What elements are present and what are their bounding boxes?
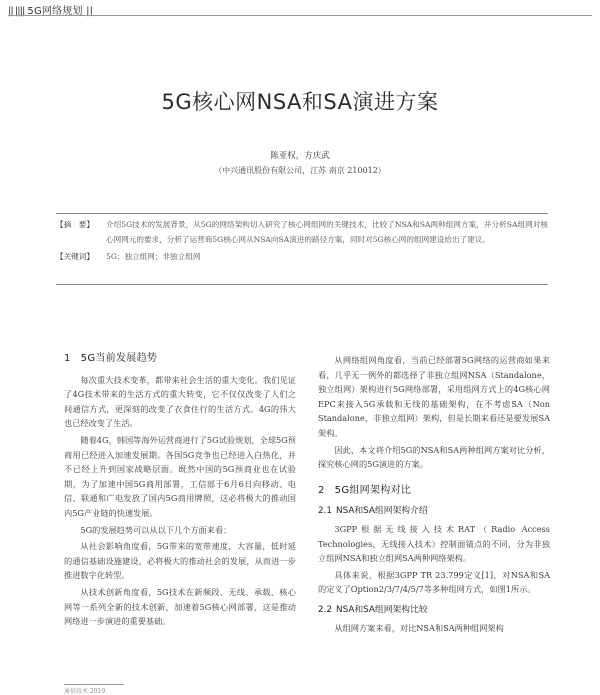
left-column	[64, 352, 296, 631]
section-1-heading	[64, 352, 296, 367]
subsection-2-2-title: NSA和SA组网架构比较	[336, 604, 428, 615]
keywords-row	[56, 250, 548, 265]
subsection-2-1-number: 2.1	[318, 506, 332, 517]
subsection-2-1-heading	[318, 504, 550, 519]
paper-title: 5G核心网NSA和SA演进方案	[161, 90, 439, 114]
authors: 陈亚权，方庆武	[270, 151, 330, 161]
header-rule	[8, 15, 592, 16]
abstract-bottom-rule	[56, 284, 548, 285]
footer-rule	[64, 684, 124, 685]
footer-text: 通信技术 2019	[64, 688, 106, 695]
right-paragraph: 从网络组网角度看，当前已经部署5G网络的运营商如果来看，几乎无一例外的都选择了非独立组网NSA（Standalone，独立组网）架构进行5G网络部署，采用组网方式上的4G核心网EPC来接入5G承载和无线的基础架构，在不考虑SA（Non Standalone，非独立组网）架构，但是长期来看还是要发展SA架构。	[318, 355, 550, 438]
abstract-row	[56, 218, 548, 247]
affiliation: （中兴通讯股份有限公司，江苏 南京 210012）	[214, 166, 386, 175]
subsection-2-2-number: 2.2	[318, 604, 332, 615]
abstract-label: 【摘 要】	[56, 220, 94, 229]
left-paragraph: 从技术创新角度看，5G技术在新频段、无线、承载、核心网等一系列全新的技术创新，加速着5G核心网部署，这是推动网络进一步演进的重要基础。	[64, 586, 296, 627]
right-paragraph: 因此，本文将介绍5G的NSA和SA两种组网方案对比分析，探究核心网的5G演进的方案。	[318, 444, 550, 470]
section-2-title: 5G组网架构对比	[334, 484, 412, 496]
section-2-number: 2	[318, 484, 325, 496]
section-2-heading	[318, 484, 550, 499]
subsection-2-1-title: NSA和SA组网架构介绍	[336, 506, 428, 517]
right-paragraph: 3GPP根据无线接入技术RAT（Radio Access Technologies，无线接入技术）控制面锚点的不同，分为非独立组网NSA和独立组网SA两种网络架构。	[318, 523, 550, 564]
header-bars: || ||||	[8, 6, 25, 17]
section-1-title: 5G当前发展趋势	[80, 353, 158, 364]
header-section: 5G网络规划	[27, 6, 83, 17]
right-paragraph: 具体来说，根据3GPP TR 23.799定义[1]，对NSA和SA的定义了Option2/3/7/4/5/7等多种组网方式，如图1所示。	[318, 569, 550, 595]
keywords-text: 5G；独立组网；非独立组网	[106, 252, 201, 261]
subsection-2-2-heading	[318, 603, 550, 618]
keywords-label: 【关键词】	[56, 252, 94, 261]
left-paragraph: 5G的发展趋势可以从以下几个方面来看：	[80, 524, 232, 535]
left-paragraph: 每次重大技术变革，都带来社会生活的重大变化。我们见证了4G技术带来的生活方式的重大转变，它不仅仅改变了人们之间通信方式，更深刻的改变了衣食住行的生活方式。4G的伟大也已经改变了生活。	[64, 374, 296, 429]
right-column	[318, 353, 550, 637]
right-paragraph: 从组网方案来看，对比NSA和SA两种组网架构	[334, 622, 504, 633]
header-end-bars: ||	[86, 6, 94, 17]
abstract-block	[56, 218, 548, 265]
left-paragraph: 随着4G，韩国等海外运营商进行了5G试验规划，全球5G预商用已经进入加速发展期。各国5G竞争也已经进入白热化，并不已经上升到国家战略层面。既然中国的5G预商业也在试验期，为了加速中国5G商用部署，工信部于6月6日向移动、电信、联通和广电发放了国内5G商用牌照，这必将极大的推动国内5G产业链的快速发展。	[64, 434, 296, 518]
left-paragraph: 从社会影响角度看，5G带来的宽带速度，大容量，低时延的通信基础设施建设，必将极大的推动社会的发展，从而进一步推进数字化转型。	[64, 541, 296, 581]
section-1-number: 1	[64, 353, 71, 364]
abstract-top-rule	[56, 213, 548, 214]
abstract-text: 介绍5G技术的发展背景，从5G的网络架构切入研究了核心网组网的关键技术，比较了NSA和SA两种组网方案，并分析SA组网对核心网网元的要求，分析了运营商5G核心网从NSA向SA演进的路径方案，同时对5G核心网的组网建设给出了建议。	[106, 220, 548, 244]
